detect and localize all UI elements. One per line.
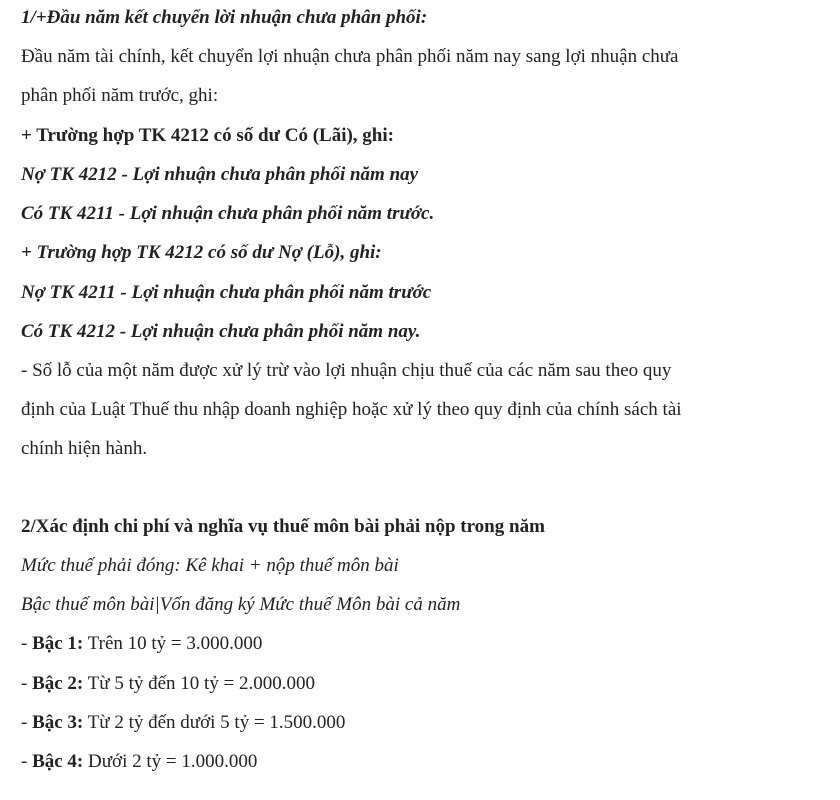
section1-intro-line1: Đầu năm tài chính, kết chuyển lợi nhuận chưa phân phối năm nay sang lợi nhuận chưa	[21, 46, 679, 67]
note-line2: định của Luật Thuế thu nhập doanh nghiệp hoặc xử lý theo quy định của chính sách tài	[21, 399, 682, 420]
tier-dash: -	[21, 673, 33, 694]
section1-intro-line2: phân phối năm trước, ghi:	[21, 85, 219, 106]
tier-text: Từ 2 tỷ đến dưới 5 tỷ = 1.500.000	[83, 712, 346, 733]
section2-sub2: Bậc thuế môn bài|Vốn đăng ký Mức thuế Môn bài cả năm	[21, 594, 461, 615]
tier-label: Bậc 4:	[32, 751, 84, 772]
tier-item	[21, 711, 345, 735]
note-line3: chính hiện hành.	[21, 438, 148, 459]
case1-credit-entry: Có TK 4211 - Lợi nhuận chưa phân phối năm trước.	[21, 203, 435, 224]
section2-sub1: Mức thuế phải đóng: Kê khai + nộp thuế môn bài	[21, 555, 399, 576]
section1-heading: 1/+Đầu năm kết chuyển lời nhuận chưa phân phối:	[21, 7, 428, 28]
tier-dash: -	[21, 633, 33, 654]
case1-debit-entry: Nợ TK 4212 - Lợi nhuận chưa phân phối năm nay	[21, 164, 419, 185]
case2-credit-entry: Có TK 4212 - Lợi nhuận chưa phân phối năm nay.	[21, 321, 421, 342]
tier-label: Bậc 1:	[32, 633, 84, 654]
case2-debit-entry: Nợ TK 4211 - Lợi nhuận chưa phân phối năm trước	[21, 282, 432, 303]
tier-item	[21, 672, 315, 696]
tier-label: Bậc 2:	[32, 673, 84, 694]
note-line1: - Số lỗ của một năm được xử lý trừ vào lợi nhuận chịu thuế của các năm sau theo quy	[21, 360, 672, 381]
tier-text: Trên 10 tỷ = 3.000.000	[83, 633, 263, 654]
tier-dash: -	[21, 712, 33, 733]
section2-heading: 2/Xác định chi phí và nghĩa vụ thuế môn bài phải nộp trong năm	[21, 516, 545, 537]
tier-item	[21, 632, 262, 656]
tier-text: Từ 5 tỷ đến 10 tỷ = 2.000.000	[83, 673, 316, 694]
tier-label: Bậc 3:	[32, 712, 84, 733]
tier-dash: -	[21, 751, 33, 772]
tier-text: Dưới 2 tỷ = 1.000.000	[83, 751, 258, 772]
case2-title: + Trường hợp TK 4212 có số dư Nợ (Lỗ), ghi:	[21, 242, 382, 263]
case1-title: + Trường hợp TK 4212 có số dư Có (Lãi), ghi:	[21, 125, 394, 146]
tier-item	[21, 750, 257, 774]
